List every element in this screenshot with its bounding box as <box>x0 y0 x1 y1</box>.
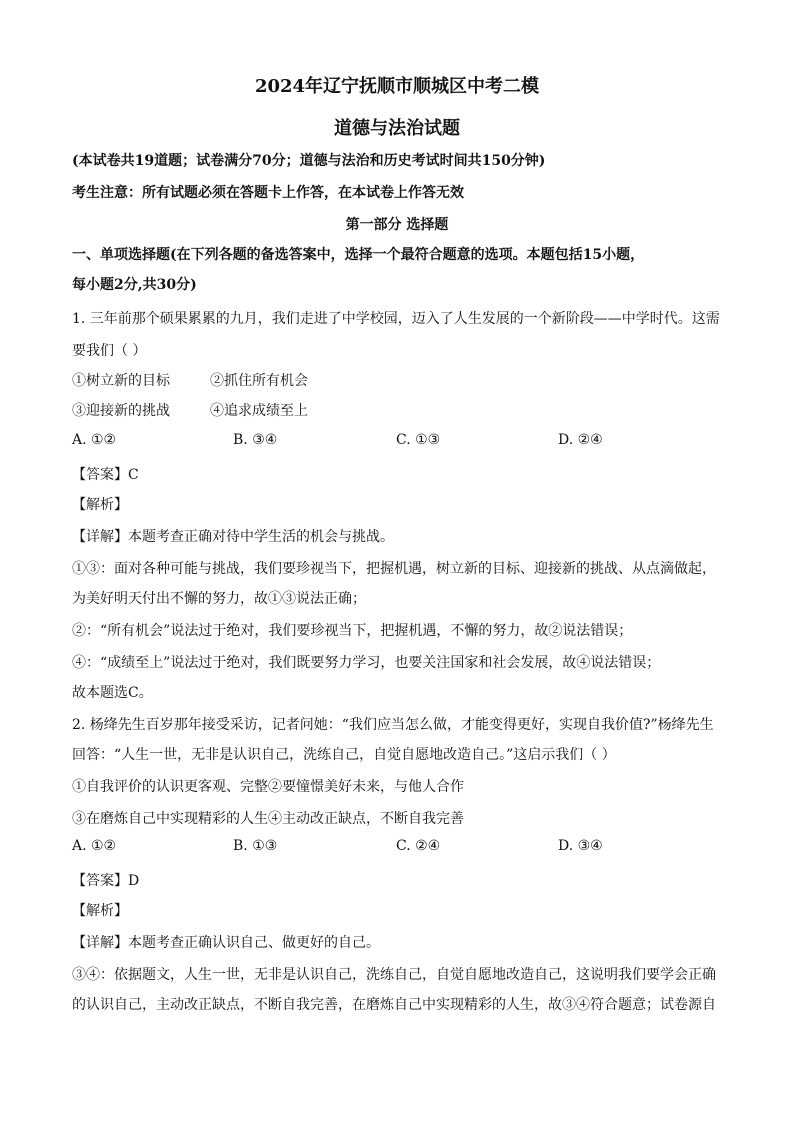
q2-answer: 【答案】D <box>72 873 140 889</box>
q2-option-b: B. ①③ <box>233 838 278 854</box>
exam-notice: 考生注意：所有试题必须在答题卡上作答，在本试卷上作答无效 <box>72 185 464 201</box>
q1-explanation-5: 故本题选C。 <box>72 685 153 701</box>
q1-option-d: D. ②④ <box>558 432 603 448</box>
q2-explanation-1: ③④：依据题文，人生一世，无非是认识自己，洗练自己，自觉自愿地改造自己，这说明我们要学会正确 <box>72 967 716 983</box>
q1-item-4: ④追求成绩至上 <box>210 403 308 419</box>
q2-analysis-label: 【解析】 <box>72 903 128 919</box>
q2-explanation-2: 的认识自己，主动改正缺点，不断自我完善，在磨炼自己中实现精彩的人生，故③④符合题意；试卷源自 <box>72 997 716 1013</box>
q1-option-c: C. ①③ <box>396 432 441 448</box>
q2-option-c: C. ②④ <box>396 838 441 854</box>
q1-item-2: ②抓住所有机会 <box>210 373 308 389</box>
q1-option-a: A. ①② <box>72 432 117 448</box>
q2-items-line1: ①自我评价的认识更客观、完整②要憧憬美好未来，与他人合作 <box>72 779 464 795</box>
q1-item-1: ①树立新的目标 <box>72 373 170 389</box>
q1-explanation-4: ④：“成绩至上”说法过于绝对，我们既要努力学习，也要关注国家和社会发展，故④说法错误； <box>72 655 661 671</box>
q1-analysis-label: 【解析】 <box>72 497 128 513</box>
q2-stem-line2: 回答：“人生一世，无非是认识自己，洗练自己，自觉自愿地改造自己。”这启示我们（ ） <box>72 747 616 763</box>
q2-items-line2: ③在磨炼自己中实现精彩的人生④主动改正缺点，不断自我完善 <box>72 811 464 827</box>
q1-detail: 【详解】本题考查正确对待中学生活的机会与挑战。 <box>72 529 394 545</box>
q1-stem-line1: 1. 三年前那个硕果累累的九月，我们走进了中学校园，迈入了人生发展的一个新阶段——中学时代。这需 <box>72 311 720 327</box>
q1-answer: 【答案】C <box>72 467 139 483</box>
q1-option-b: B. ③④ <box>233 432 278 448</box>
q1-explanation-2: 为美好明天付出不懈的努力，故①③说法正确； <box>72 591 366 607</box>
section-heading-line2: 每小题2分,共30分) <box>72 277 197 293</box>
exam-title: 2024年辽宁抚顺市顺城区中考二模 <box>254 76 540 97</box>
part-heading: 第一部分 选择题 <box>345 217 449 233</box>
exam-note: (本试卷共19道题；试卷满分70分；道德与法治和历史考试时间共150分钟) <box>72 153 546 169</box>
q1-item-3: ③迎接新的挑战 <box>72 403 170 419</box>
q2-detail: 【详解】本题考查正确认识自己、做更好的自己。 <box>72 935 380 951</box>
section-heading-line1: 一、单项选择题(在下列各题的备选答案中，选择一个最符合题意的选项。本题包括15小题， <box>72 247 645 263</box>
q1-explanation-1: ①③：面对各种可能与挑战，我们要珍视当下，把握机遇，树立新的目标、迎接新的挑战、从点滴做起， <box>72 561 716 577</box>
exam-subtitle: 道德与法治试题 <box>334 118 460 139</box>
q1-stem-line2: 要我们（ ） <box>72 343 147 359</box>
q2-option-a: A. ①② <box>72 838 117 854</box>
q1-explanation-3: ②：“所有机会”说法过于绝对，我们要珍视当下，把握机遇，不懈的努力，故②说法错误； <box>72 623 633 639</box>
q2-stem-line1: 2. 杨绛先生百岁那年接受采访，记者问她：“我们应当怎么做，才能变得更好，实现自我价值?”杨绛先生 <box>72 717 714 733</box>
q2-option-d: D. ③④ <box>558 838 603 854</box>
